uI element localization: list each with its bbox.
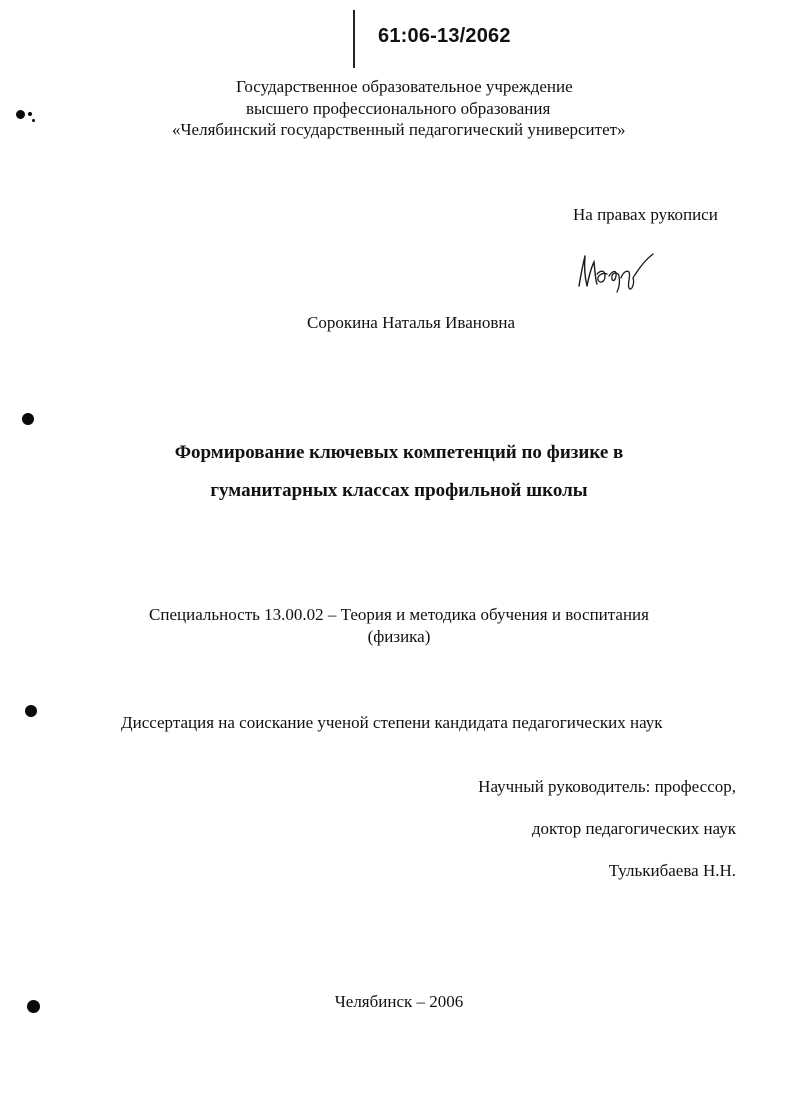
author-name: Сорокина Наталья Ивановна — [307, 313, 516, 332]
stamp-line — [353, 10, 355, 68]
header-institution-line3: «Челябинский государственный педагогический университет» — [172, 120, 626, 139]
binding-hole-mark-1b — [28, 112, 32, 116]
degree-statement: Диссертация на соискание ученой степени кандидата педагогических наук — [121, 713, 663, 732]
supervisor-title: Научный руководитель: профессор, — [478, 777, 736, 796]
signature-image — [573, 248, 657, 298]
manuscript-rights: На правах рукописи — [573, 205, 718, 224]
binding-hole-mark-2 — [22, 413, 34, 425]
specialty-line1: Специальность 13.00.02 – Теория и методика обучения и воспитания — [149, 605, 649, 624]
city-year: Челябинск – 2006 — [334, 992, 464, 1011]
dissertation-title-line1: Формирование ключевых компетенций по физике в — [174, 442, 624, 463]
binding-hole-mark-1 — [16, 110, 25, 119]
specialty-line2: (физика) — [367, 627, 431, 646]
header-institution-line1: Государственное образовательное учреждение — [236, 77, 573, 96]
supervisor-degree: доктор педагогических наук — [531, 819, 736, 838]
archive-code: 61:06-13/2062 — [378, 25, 511, 47]
header-institution-line2: высшего профессионального образования — [246, 99, 551, 118]
dissertation-title-line2: гуманитарных классах профильной школы — [210, 480, 588, 501]
binding-hole-mark-1c — [32, 119, 35, 122]
binding-hole-mark-3 — [25, 705, 37, 717]
supervisor-name: Тулькибаева Н.Н. — [608, 861, 736, 880]
